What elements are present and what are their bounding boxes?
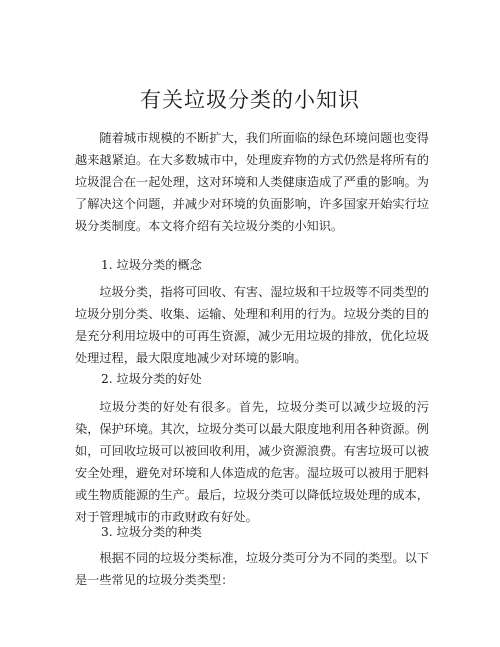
section-heading-types: 3. 垃圾分类的种类 [101,525,202,539]
section-body-types: 根据不同的垃圾分类标准，垃圾分类可分为不同的类型。以下是一些常见的垃圾分类类型： [75,551,429,587]
section-body-benefits: 垃圾分类的好处有很多。首先，垃圾分类可以减少垃圾的污染，保护环境。其次，垃圾分类可以最大限度地利用各种资源。例如，可回收垃圾可以被回收利用，减少资源浪费。有害垃圾可以被安全处理，避免对环境和人体造成的危害。湿垃圾可以被用于肥料或生物质能源的生产。最后，垃圾分类可以降低垃圾处理的成本，对于管理城市的市政财政有好处。 [75,400,429,524]
section-heading-concept: 1. 垃圾分类的概念 [101,258,202,272]
intro-paragraph: 随着城市规模的不断扩大，我们所面临的绿色环境问题也变得越来越紧迫。在大多数城市中，处理废弃物的方式仍然是将所有的垃圾混合在一起处理，这对环境和人类健康造成了严重的影响。为了解决这个问题，并减少对环境的负面影响，许多国家开始实行垃圾分类制度。本文将介绍有关垃圾分类的小知识。 [75,131,429,233]
section-heading-benefits: 2. 垃圾分类的好处 [101,372,202,386]
section-body-concept: 垃圾分类，指将可回收、有害、湿垃圾和干垃圾等不同类型的垃圾分别分类、收集、运输、处理和利用的行为。垃圾分类的目的是充分利用垃圾中的可再生资源，减少无用垃圾的排放，优化垃圾处理过程，最大限度地减少对环境的影响。 [75,285,429,365]
document-title: 有关垃圾分类的小知识 [140,88,360,112]
